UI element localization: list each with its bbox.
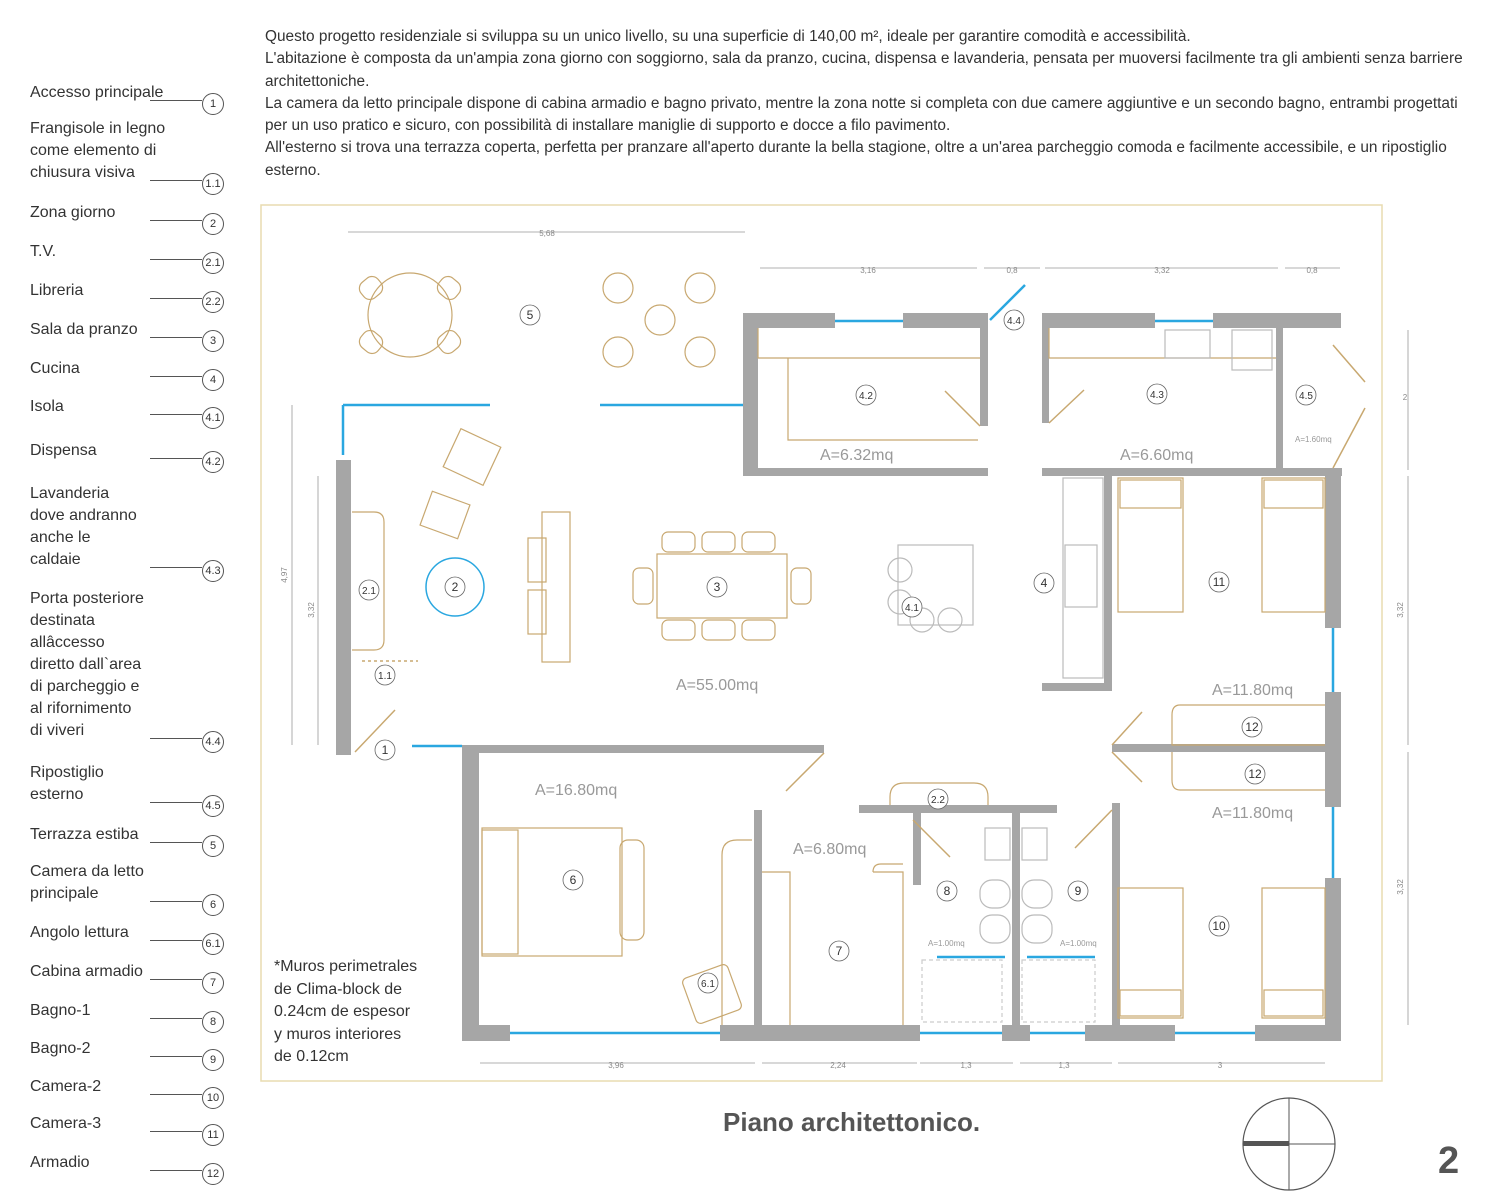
wall-note-line: de 0.12cm [274,1048,349,1065]
legend-number: 6 [202,894,224,916]
legend-label: Terrazza estiba [30,826,139,843]
room-tag [563,870,583,890]
legend-label: Ripostiglio esterno [30,764,104,803]
dimension-label: 3,96 [608,1061,624,1070]
dimension-label: 2 [1402,393,1408,402]
area-labels [535,435,1332,948]
area-label: A=6.80mq [793,841,867,858]
room-tag [1242,717,1262,737]
room-tag [426,558,484,616]
description-paragraph: La camera da letto principale dispone di cabina armadio e bagno privato, mentre la zona notte si completa con due camere aggiuntive e un secondo bagno, entrambi progettati per un uso pratico e sicuro, con possibilità di installare maniglie di supporto e docce a filo pavimento. [265,94,1458,135]
legend-label: Sala da pranzo [30,321,138,338]
room-tag-label: 7 [835,944,843,958]
legend-label: Angolo lettura [30,924,129,941]
dimension-label: 5,68 [539,229,555,238]
room-tag [1004,310,1024,330]
legend-number: 9 [202,1049,224,1071]
legend-number: 8 [202,1011,224,1033]
legend-label: Dispensa [30,442,97,459]
walls [336,313,1342,1041]
legend-label: Camera-3 [30,1115,102,1132]
legend-label: Porta posteriore destinata allâccesso diretto dall`area di parcheggio e al rifornimento di viveri [30,590,144,739]
room-tag [375,665,395,685]
room-tag-label: 1 [381,743,389,757]
wall-note-line: *Muros perimetrales [274,958,418,975]
room-tag [698,973,718,993]
legend-number: 6.1 [202,933,224,955]
legend-label: Armadio [30,1154,90,1171]
room-tag-label: 6.1 [701,979,715,990]
legend-number: 4.1 [202,407,224,429]
legend-label: Cabina armadio [30,963,143,980]
page-number: 2 [1438,1140,1460,1182]
description-paragraph: L'abitazione è composta da un'ampia zona giorno con soggiorno, sala da pranzo, cucina, dispensa e lavanderia, pensata per muoversi facilmente tra gli ambienti senza barriere architettoniche. [265,50,1463,90]
legend-number: 1.1 [202,173,224,195]
room-tag-label: 1.1 [378,671,392,682]
legend-label: Cucina [30,360,80,377]
legend-number: 11 [202,1124,224,1146]
dimension-label: 4,97 [280,567,289,583]
windows [343,285,1333,1033]
room-tag-label: 12 [1248,767,1262,781]
legend-number: 3 [202,330,224,352]
room-tag-label: 4.3 [1150,390,1164,401]
room-tag-label: 2.1 [362,586,376,597]
dimension-label: 3,32 [1396,602,1405,618]
room-tag [375,740,395,760]
dimension-label: 0,8 [1306,266,1318,275]
room-tag [1209,916,1229,936]
legend-number: 4.5 [202,795,224,817]
area-label: A=11.80mq [1212,805,1294,822]
legend-label: Lavanderia dove andranno anche le caldaie [30,485,137,568]
room-tag-label: 3 [713,580,721,594]
room-tag [937,881,957,901]
area-label: A=6.60mq [1120,447,1194,464]
dimension-label: 3,16 [860,266,876,275]
doors [355,345,1365,857]
room-tag-label: 5 [526,308,534,322]
room-tag [1296,385,1316,405]
room-tag [1034,573,1054,593]
legend-number: 2.1 [202,252,224,274]
room-tag [928,789,948,809]
dimension-label: 3 [1217,1061,1223,1070]
room-tag-label: 4.4 [1007,316,1021,327]
room-tag-label: 6 [569,873,577,887]
legend-number: 4.4 [202,731,224,753]
wall-note-line: de Clima-block de [274,980,403,998]
legend-label: Camera-2 [30,1078,102,1095]
legend-number: 4 [202,369,224,391]
area-label: A=16.80mq [535,782,618,799]
room-tag-label: 11 [1212,575,1226,589]
dimension-label: 3,32 [1396,879,1405,895]
wall-note-line: 0.24cm de espesor [274,1003,411,1020]
room-tag [520,305,540,325]
plan-title: Piano architettonico. [723,1107,981,1137]
area-label: A=55.00mq [676,677,759,694]
dimension-label: 2,24 [830,1061,846,1070]
legend-number: 1 [202,93,224,115]
legend-label: Camera da letto principale [30,863,144,902]
room-tag-label: 4 [1040,576,1048,590]
legend-label: Bagno-1 [30,1002,91,1019]
room-tag [1209,572,1229,592]
room-tag-label: 4.1 [905,603,919,614]
legend-number: 4.2 [202,451,224,473]
room-tag-label: 8 [943,884,951,898]
dimension-lines [292,232,1408,1063]
dimension-label: 3,32 [307,602,316,618]
legend-number: 10 [202,1087,224,1109]
room-tag-label: 4.2 [859,391,873,402]
room-tag [359,580,379,600]
room-tag-label: 4.5 [1299,391,1313,402]
room-tag-label: 10 [1212,919,1226,933]
area-label: A=1.00mq [1060,939,1097,948]
legend-number: 2.2 [202,291,224,313]
legend-number: 12 [202,1163,224,1185]
legend-label: Accesso principale [30,84,164,101]
dimension-label: 1,3 [960,1061,972,1070]
legend-number: 7 [202,972,224,994]
dimension-label: 3,32 [1154,266,1170,275]
north-compass-icon [1243,1098,1335,1190]
area-label: A=6.32mq [820,447,894,464]
room-tag [829,941,849,961]
legend-label: Frangisole in legno come elemento di chiusura visiva [30,120,166,181]
room-tag [707,577,727,597]
description-paragraph: Questo progetto residenziale si sviluppa su un unico livello, su una superficie di 140,00 m², ideale per garantire comodità e accessibilità. [265,28,1191,45]
legend-label: Bagno-2 [30,1040,91,1057]
room-tags [359,305,1316,993]
legend-label: Libreria [30,282,84,299]
room-tag [1245,764,1265,784]
wall-note [274,956,464,1069]
dimension-label: 0,8 [1006,266,1018,275]
room-tag-label: 9 [1074,884,1082,898]
legend-number: 4.3 [202,560,224,582]
dimension-label: 1,3 [1058,1061,1070,1070]
legend-number: 5 [202,835,224,857]
furniture [352,273,1325,1025]
legend-label: Isola [30,398,64,415]
legend-number: 2 [202,213,224,235]
room-tag-label: 12 [1245,720,1259,734]
room-tag-label: 2 [451,580,459,594]
room-tag [1068,881,1088,901]
room-tag [1147,384,1167,404]
legend-label: Zona giorno [30,204,116,221]
plan-frame [261,205,1382,1081]
area-label: A=1.00mq [928,939,965,948]
area-label: A=11.80mq [1212,682,1294,699]
description-paragraph: All'esterno si trova una terrazza coperta, perfetta per pranzare all'aperto durante la bella stagione, oltre a un'area parcheggio comoda e facilmente accessibile, e un ripostiglio esterno. [265,139,1447,179]
legend-label: T.V. [30,243,57,260]
room-tag [856,385,876,405]
room-tag-label: 2.2 [931,795,945,806]
wall-note-line: y muros interiores [274,1025,402,1043]
room-tag [902,597,922,617]
area-label: A=1.60mq [1295,435,1332,444]
